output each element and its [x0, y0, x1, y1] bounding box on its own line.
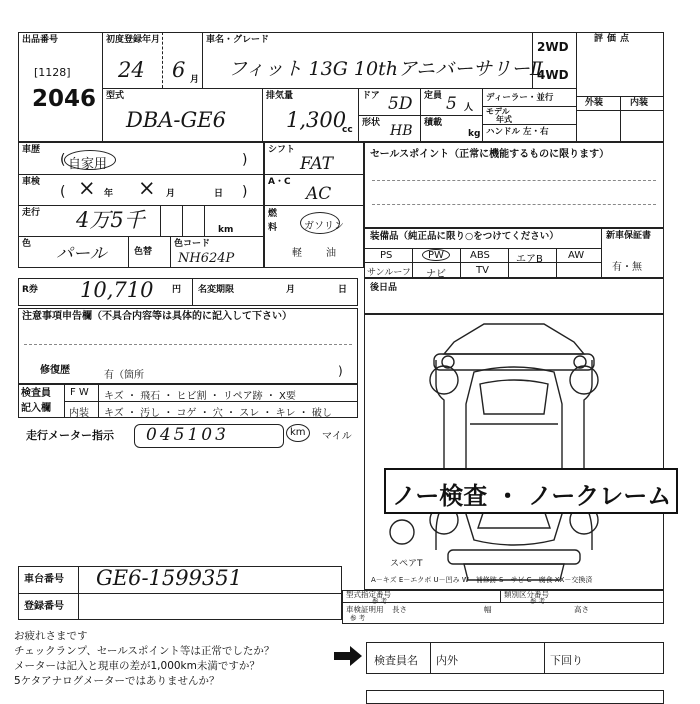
- load-label: 積載: [424, 118, 443, 128]
- displacement-label: 排気量: [266, 91, 294, 101]
- handle-label: ハンドル 左・右: [486, 127, 549, 137]
- divider: [556, 248, 557, 278]
- divider: [500, 590, 501, 602]
- footer-line4: 5ケタアナログメーターではありませんか？: [14, 675, 220, 687]
- color-label: 色: [22, 239, 32, 249]
- capacity-unit: 人: [464, 103, 474, 113]
- drive-2wd: 2WD: [537, 40, 569, 54]
- shape-label: 形状: [362, 118, 381, 128]
- inspector-interior: 内装: [69, 408, 89, 419]
- lower-label: 下回り: [550, 654, 583, 667]
- interior-label: 内装: [630, 98, 649, 108]
- equipment-sunroof: サンルーフ: [367, 268, 411, 278]
- load-unit: kg: [468, 129, 481, 139]
- divider: [202, 32, 203, 88]
- history-value: 自家用: [68, 157, 108, 172]
- divider: [482, 88, 483, 142]
- repair-value: 有（箇所: [104, 370, 144, 381]
- inspector-fw: F W: [70, 387, 89, 398]
- notes-label: 注意事項申告欄（不具合内容等は具体的に記入して下さい）: [22, 311, 292, 322]
- new-car-value: 有・無: [612, 262, 642, 273]
- divider: [18, 593, 342, 594]
- chassis-label: 車台番号: [24, 574, 64, 585]
- inspector-fw-items: キズ ・ 飛石 ・ ヒビ割 ・ リペア跡 ・ X要: [104, 391, 296, 402]
- car-name-label: 車名・グレード: [206, 35, 270, 45]
- chassis-value: GE6-1599351: [96, 566, 243, 590]
- model-label: 型式: [106, 91, 125, 101]
- dotted-line: [372, 180, 656, 181]
- dotted-line: [372, 204, 656, 205]
- divider: [18, 205, 264, 206]
- rating-label: 評価点: [594, 34, 634, 44]
- fuel-oil: 油: [326, 248, 336, 259]
- inspection-day-unit: 日: [214, 189, 224, 199]
- expiry-label: 名変期限: [198, 285, 235, 295]
- divider: [364, 262, 601, 263]
- width-label: 幅: [484, 605, 492, 614]
- repair-close: ): [338, 364, 343, 378]
- mileage-unit: km: [218, 225, 234, 235]
- divider: [620, 96, 621, 142]
- divider: [264, 205, 364, 206]
- no-inspection-text: ノー検査 ・ ノークレーム: [392, 482, 672, 510]
- exterior-label: 外装: [585, 98, 604, 108]
- recycle-frame: [18, 278, 358, 306]
- divider: [460, 248, 461, 278]
- car-diagram: [364, 314, 664, 590]
- fuel-light: 軽: [292, 248, 302, 259]
- color-value: パール: [56, 244, 107, 264]
- lot-bracket: [1128]: [34, 66, 71, 79]
- divider: [78, 566, 79, 620]
- dotted-line: [24, 344, 352, 345]
- inspection-month: ×: [138, 176, 156, 200]
- model-value: DBA-GE6: [126, 108, 226, 132]
- model-year-label1: モデル: [486, 107, 510, 116]
- fuel-label2: 料: [268, 223, 278, 233]
- recycle-label: R券: [22, 285, 38, 295]
- inspection-month-unit: 月: [166, 189, 176, 199]
- reg-year: 24: [118, 58, 145, 82]
- inspection-label: 車検: [22, 177, 41, 187]
- divider: [192, 278, 193, 306]
- inspector-entry-label2: 記入欄: [21, 403, 51, 414]
- inspector-entry-label1: 検査員: [21, 388, 51, 399]
- odometer-km: km: [290, 427, 306, 438]
- interior-exterior-label: 内外: [436, 654, 458, 667]
- divider: [18, 236, 264, 237]
- expiry-month-unit: 月: [286, 285, 296, 295]
- shift-label: シフト: [268, 145, 296, 155]
- repair-label: 修復歴: [40, 365, 70, 376]
- capacity-value: 5: [446, 94, 457, 114]
- divider: [342, 602, 664, 603]
- divider: [508, 248, 509, 278]
- divider: [162, 32, 163, 88]
- divider: [128, 236, 129, 268]
- divider: [482, 124, 576, 125]
- expiry-day-unit: 日: [338, 285, 348, 295]
- equipment-airbag: エアB: [516, 254, 543, 265]
- equipment-abs: ABS: [470, 250, 490, 261]
- displacement-value: 1,300: [286, 108, 347, 132]
- equipment-tv: TV: [476, 265, 489, 276]
- divider: [412, 248, 413, 278]
- equipment-navi: ナビ: [426, 269, 446, 280]
- inspection-year-unit: 年: [104, 189, 114, 199]
- odometer-label: 走行メーター指示: [26, 429, 114, 442]
- history-paren-close: ): [242, 152, 248, 168]
- divider: [364, 248, 601, 249]
- odometer-value: 045103: [146, 425, 229, 445]
- car-name: フィット 13G 10thアニバーサリーⅡ: [228, 58, 543, 80]
- reg-month: 6: [172, 58, 186, 82]
- displacement-unit: cc: [342, 125, 353, 135]
- aftermarket-frame: [364, 278, 664, 314]
- divider: [430, 642, 431, 674]
- inspection-year: ×: [78, 176, 96, 200]
- fuel-label1: 燃: [268, 209, 278, 219]
- color-code-label: 色コード: [174, 239, 211, 249]
- reference-2: 参 考: [530, 597, 546, 605]
- mileage-label: 走行: [22, 208, 41, 218]
- inspection-paren-close: ): [242, 184, 248, 200]
- lot-number: 2046: [32, 86, 97, 112]
- inspector-interior-items: キズ ・ 汚し ・ コゲ ・ 穴 ・ スレ ・ キレ ・ 破し: [104, 408, 332, 419]
- drive-4wd: 4WD: [537, 68, 569, 82]
- footer-line3: メーターは記入と現車の差が1,000km未満ですか？: [14, 660, 260, 672]
- odometer-mile: マイル: [322, 431, 352, 442]
- footer-line2: チェックランプ、セールスポイント等は正常でしたか？: [14, 645, 275, 657]
- equipment-aw: AW: [568, 250, 585, 261]
- arrow-right-icon: [334, 646, 362, 666]
- model-year-label2: 年式: [496, 115, 512, 124]
- history-paren-open: (: [60, 152, 66, 168]
- footer-line1: お疲れさまです: [14, 630, 88, 642]
- aftermarket-label: 後日品: [370, 283, 398, 293]
- fuel-gasoline: ガソリン: [304, 221, 344, 232]
- equipment-label: 装備品（純正品に限り○をつけてください）: [370, 231, 559, 242]
- door-value: 5D: [388, 94, 413, 114]
- new-car-label: 新車保証書: [606, 231, 652, 241]
- color-code-value: NH624P: [178, 251, 235, 266]
- cert-label: 車検証明用: [346, 605, 384, 614]
- ac-value: AC: [306, 184, 332, 204]
- color-swap-label: 色替: [134, 247, 153, 257]
- divider: [576, 32, 577, 142]
- reg-label: 初度登録年月: [106, 35, 161, 45]
- divider: [182, 205, 183, 236]
- divider: [102, 32, 103, 142]
- inspector-name-label: 検査員名: [374, 654, 418, 667]
- shape-value: HB: [390, 123, 413, 139]
- sales-point-label: セールスポイント（正常に機能するものに限ります）: [370, 149, 610, 160]
- divider: [544, 642, 545, 674]
- damage-legend: A－キズ E－エクボ U－凹み W－補修跡 S－サビ C－腐食 XX－交換済: [371, 576, 593, 584]
- shift-value: FAT: [300, 154, 334, 174]
- divider: [262, 88, 263, 142]
- divider: [102, 88, 576, 89]
- reg-month-unit: 月: [190, 75, 200, 85]
- equipment-ps: PS: [380, 250, 393, 261]
- capacity-label: 定員: [424, 91, 443, 101]
- reg-number-label: 登録番号: [24, 601, 64, 612]
- mileage-value: 4万5千: [76, 208, 145, 232]
- reference-1: 参 考: [372, 597, 388, 605]
- divider: [18, 174, 264, 175]
- divider: [170, 236, 171, 268]
- spare-label: スペアT: [390, 559, 423, 569]
- divider: [160, 205, 161, 236]
- type-designation-label: 型式指定番号: [346, 590, 391, 599]
- divider: [204, 205, 205, 236]
- divider: [601, 228, 602, 278]
- length-label: 長さ: [392, 605, 407, 614]
- door-label: ドア: [362, 91, 380, 101]
- ac-label: A・C: [268, 177, 291, 187]
- height-label: 高さ: [574, 605, 589, 614]
- recycle-unit: 円: [172, 285, 182, 295]
- bottom-frame: [366, 690, 664, 704]
- lot-label: 出品番号: [22, 35, 59, 45]
- reference-3: 参 考: [350, 614, 366, 622]
- dealer-label: ディーラー・並行: [486, 93, 554, 103]
- divider: [420, 88, 421, 142]
- category-label: 類別区分番号: [504, 590, 549, 599]
- divider: [264, 174, 364, 175]
- equipment-pw: PW: [428, 250, 444, 261]
- history-label: 車歴: [22, 145, 41, 155]
- recycle-value: 10,710: [80, 278, 154, 302]
- inspection-paren-open: (: [60, 184, 66, 200]
